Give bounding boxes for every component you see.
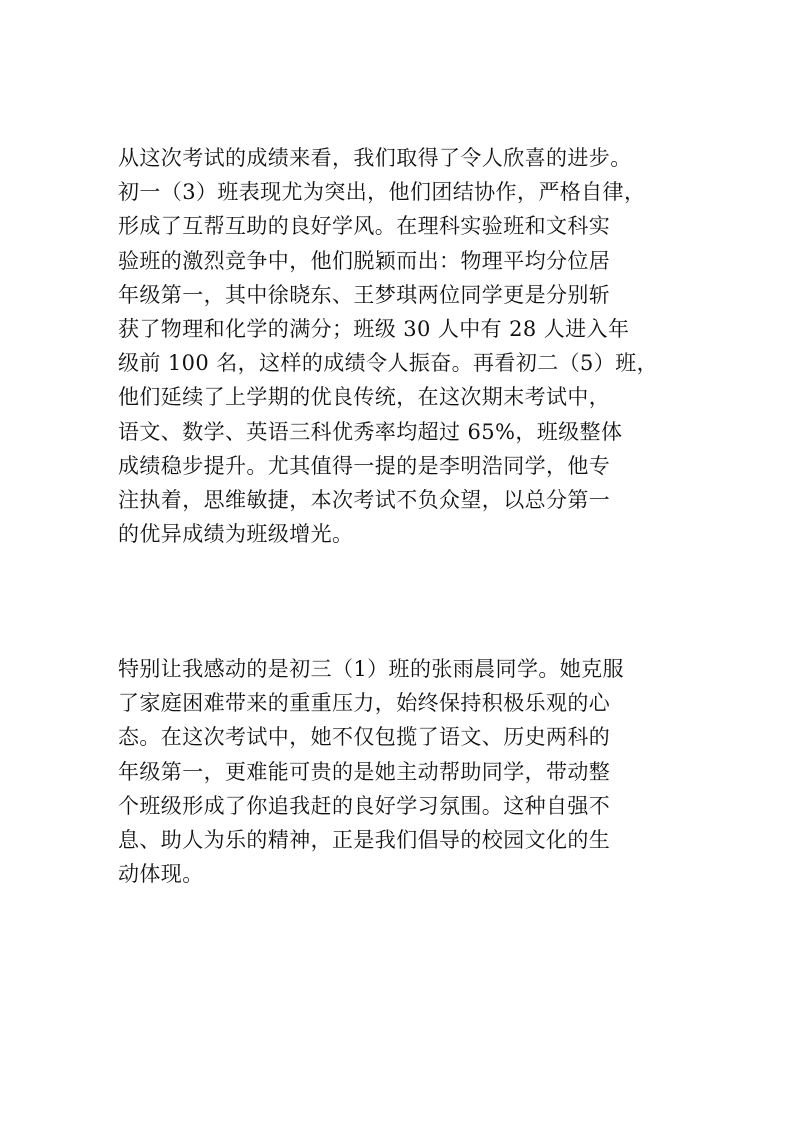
paragraph-student-story — [118, 652, 698, 891]
paragraph-line: 级前 100 名，这样的成绩令人振奋。再看初二（5）班， — [118, 351, 658, 376]
paragraph-line: 了家庭困难带来的重重压力，始终保持积极乐观的心 — [118, 691, 611, 716]
paragraph-line: 从这次考试的成绩来看，我们取得了令人欣喜的进步。 — [118, 146, 632, 170]
paragraph-line: 语文、数学、英语三科优秀率均超过 65%，班级整体 — [118, 419, 623, 444]
paragraph-line: 的优异成绩为班级增光。 — [118, 522, 354, 547]
paragraph-line: 年级第一，更难能可贵的是她主动帮助同学，带动整 — [118, 759, 611, 784]
paragraph-line: 个班级形成了你追我赶的良好学习氛围。这种自强不 — [118, 793, 611, 818]
paragraph-line: 息、助人为乐的精神，正是我们倡导的校园文化的生 — [118, 827, 611, 852]
paragraph-line: 他们延续了上学期的优良传统，在这次期末考试中， — [118, 385, 611, 410]
paragraph-line: 初一（3）班表现尤为突出，他们团结协作，严格自律， — [118, 180, 646, 205]
paragraph-line: 验班的激烈竞争中，他们脱颖而出：物理平均分位居 — [118, 248, 611, 273]
paragraph-line: 成绩稳步提升。尤其值得一提的是李明浩同学，他专 — [118, 453, 611, 478]
paragraph-line: 注执着，思维敏捷，本次考试不负众望，以总分第一 — [118, 487, 611, 512]
paragraph-line: 获了物理和化学的满分；班级 30 人中有 28 人进入年 — [118, 316, 630, 341]
paragraph-line: 特别让我感动的是初三（1）班的张雨晨同学。她克服 — [118, 657, 624, 681]
paragraph-class-achievements — [118, 141, 698, 551]
paragraph-line: 形成了互帮互助的良好学风。在理科实验班和文科实 — [118, 214, 611, 239]
paragraph-line: 动体现。 — [118, 862, 204, 887]
paragraph-line: 年级第一，其中徐晓东、王梦琪两位同学更是分别斩 — [118, 282, 611, 307]
paragraph-line: 态。在这次考试中，她不仅包揽了语文、历史两科的 — [118, 725, 611, 750]
